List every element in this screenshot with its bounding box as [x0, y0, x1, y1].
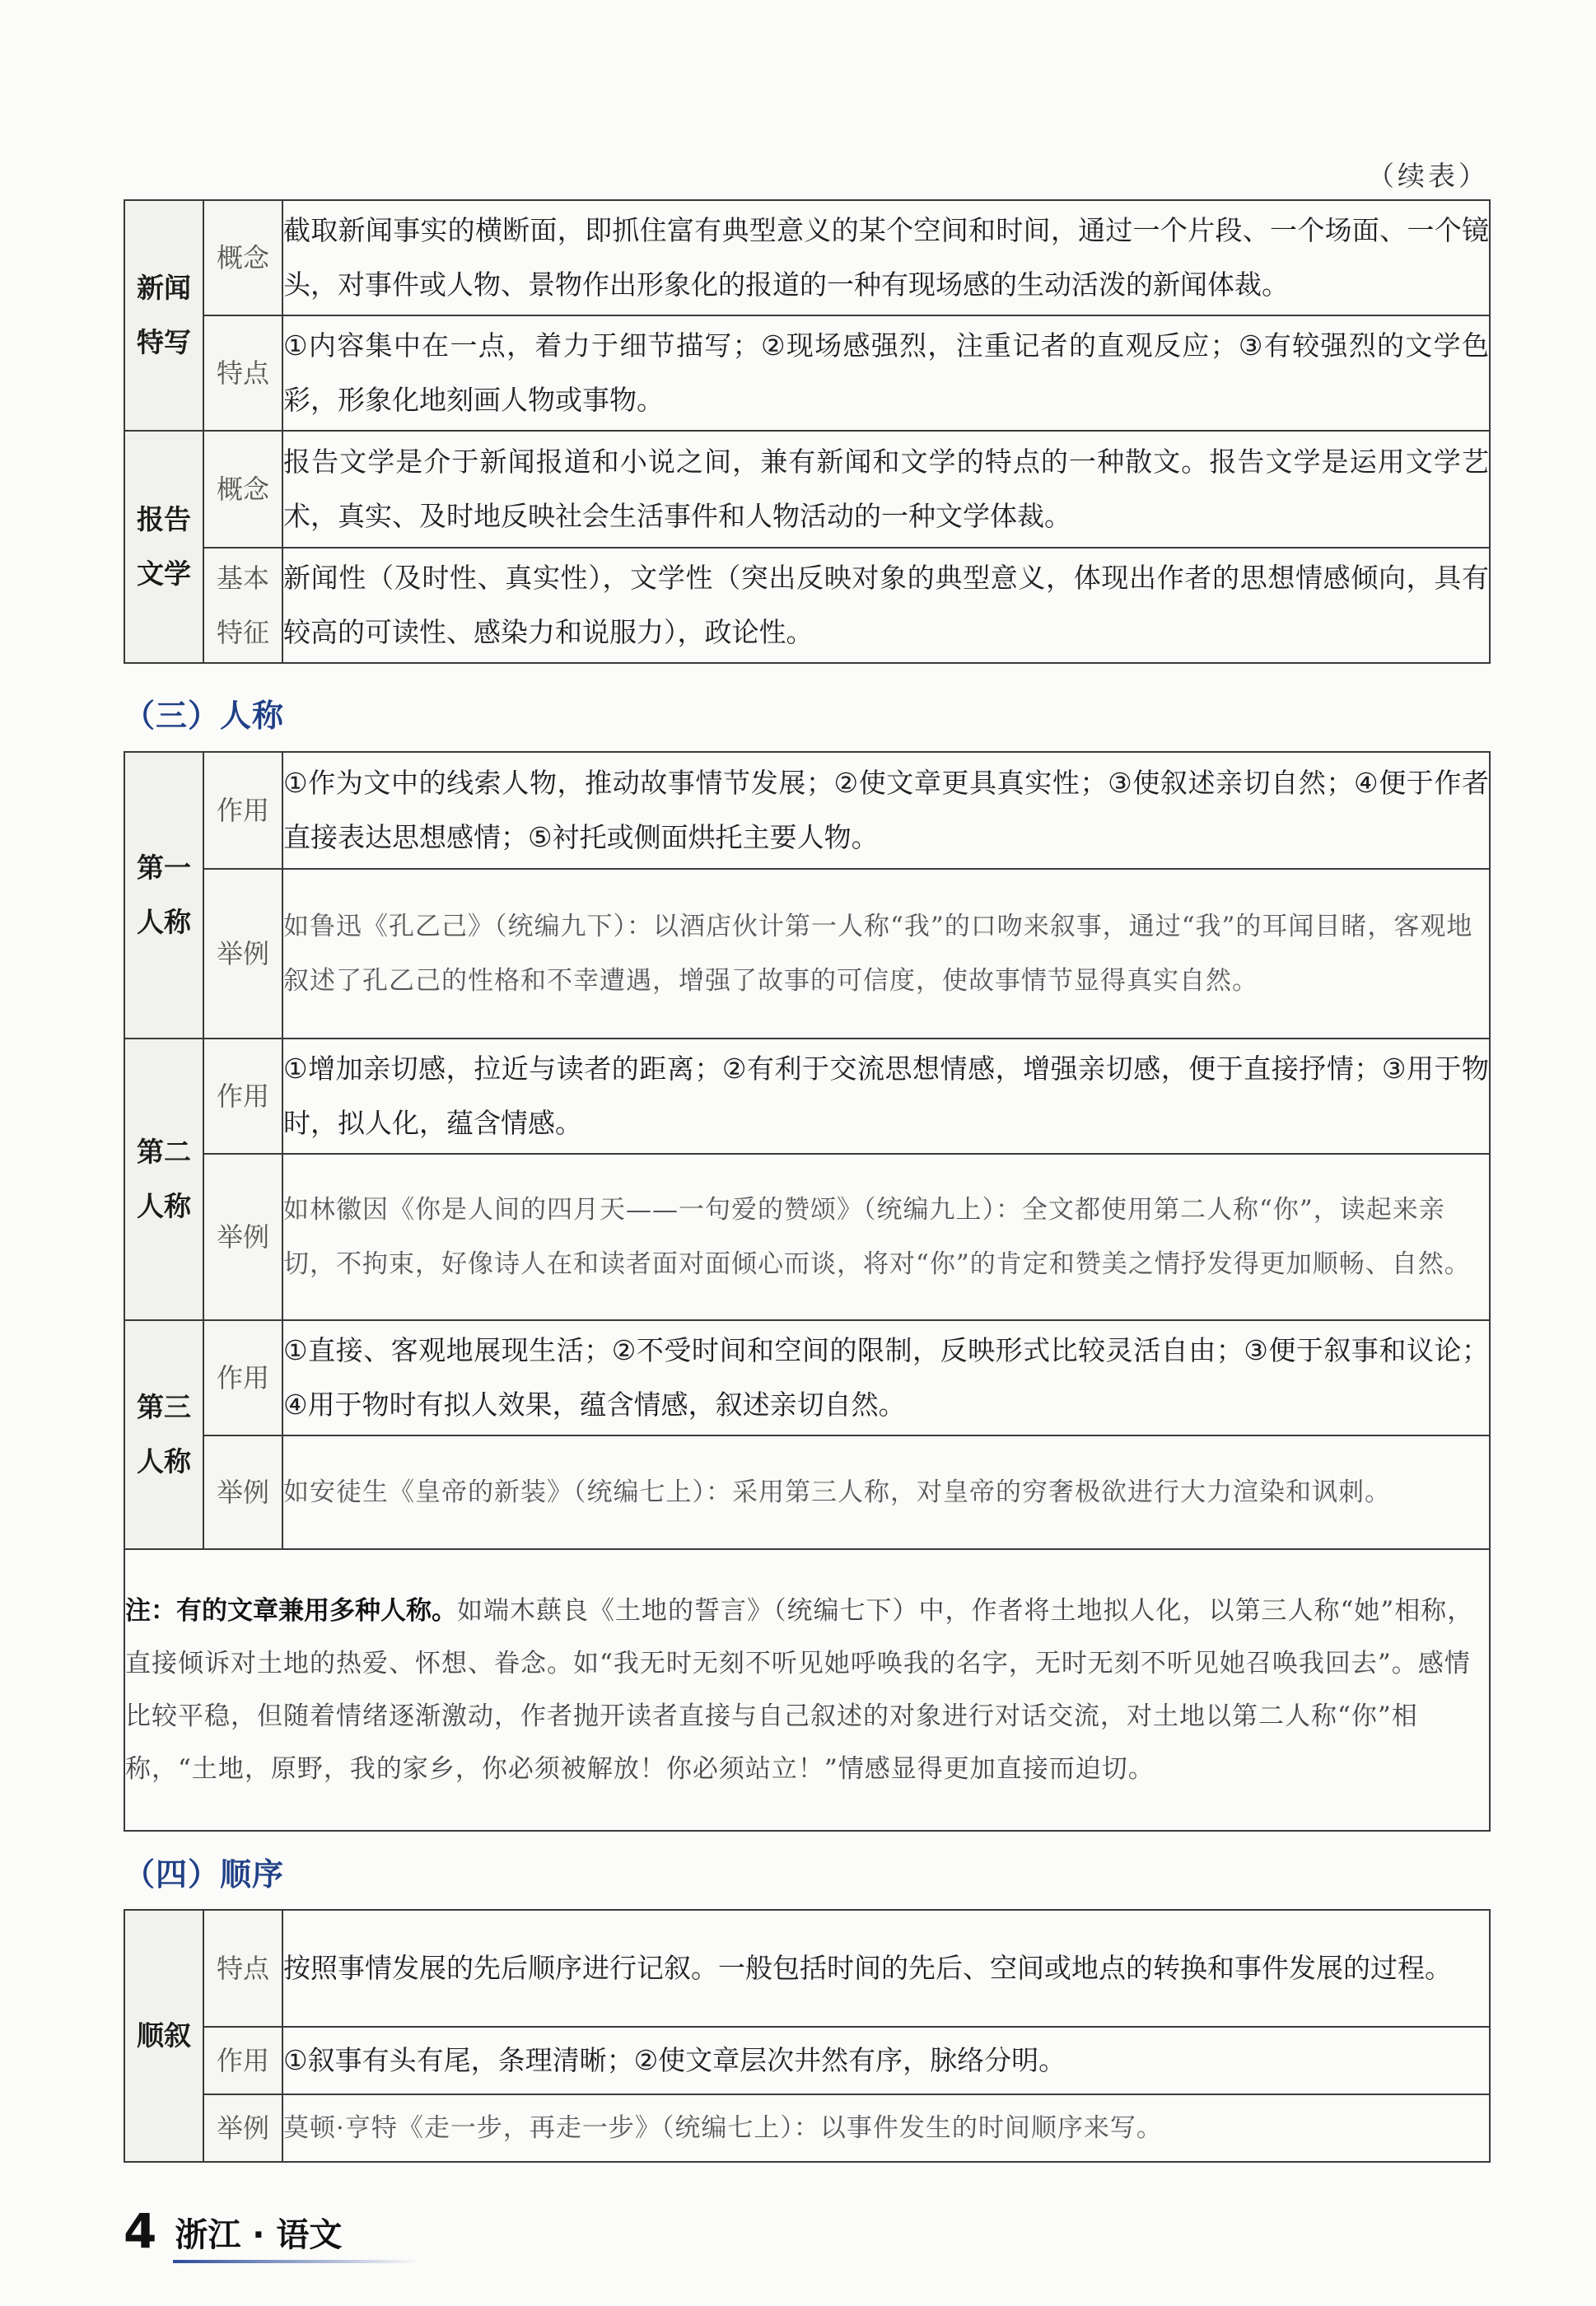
genre-table — [124, 199, 1491, 664]
table-row — [124, 1320, 1490, 1435]
label-use: 作用 — [203, 1320, 282, 1435]
table-row — [124, 2094, 1490, 2162]
footer-underline — [173, 2260, 420, 2263]
label-feature: 特点 — [203, 1910, 282, 2027]
label-use: 作用 — [203, 752, 282, 869]
chronological-use: ①叙事有头有尾，条理清晰；②使文章层次井然有序，脉络分明。 — [282, 2027, 1490, 2094]
label-example: 举例 — [203, 2094, 282, 2162]
table-row — [124, 1435, 1490, 1549]
label-example: 举例 — [203, 1154, 282, 1320]
news-feature-concept: 截取新闻事实的横断面，即抓住富有典型意义的某个空间和时间，通过一个片段、一个场面、一个镜头，对事件或人物、景物作出形象化的报道的一种有现场感的生动活泼的新闻体裁。 — [282, 200, 1490, 315]
table-row — [124, 1039, 1490, 1154]
table-row — [124, 1549, 1490, 1831]
chronological-feature: 按照事情发展的先后顺序进行记叙。一般包括时间的先后、空间或地点的转换和事件发展的过程。 — [282, 1910, 1490, 2027]
reportage-basic-features: 新闻性（及时性、真实性），文学性（突出反映对象的典型意义，体现出作者的思想情感倾向，具有较高的可读性、感染力和说服力），政论性。 — [282, 548, 1490, 663]
category-chronological: 顺叙 — [124, 1910, 203, 2162]
news-feature-features: ①内容集中在一点，着力于细节描写；②现场感强烈，注重记者的直观反应；③有较强烈的文学色彩，形象化地刻画人物或事物。 — [282, 315, 1490, 431]
page-number: 4 — [124, 2203, 157, 2259]
table-row — [124, 548, 1490, 663]
label-example: 举例 — [203, 1435, 282, 1549]
category-third-person: 第三人称 — [124, 1320, 203, 1549]
table-row — [124, 200, 1490, 315]
table-row — [124, 1154, 1490, 1320]
label-use: 作用 — [203, 2027, 282, 2094]
table-row — [124, 315, 1490, 431]
first-person-example: 如鲁迅《孔乙己》（统编九下）：以酒店伙计第一人称“我”的口吻来叙事，通过“我”的耳闻目睹，客观地叙述了孔乙己的性格和不幸遭遇，增强了故事的可信度，使故事情节显得真实自然。 — [282, 869, 1490, 1039]
label-example: 举例 — [203, 869, 282, 1039]
continued-table-label: （续表） — [1367, 160, 1489, 192]
table-row — [124, 1910, 1490, 2027]
third-person-example: 如安徒生《皇帝的新装》（统编七上）：采用第三人称，对皇帝的穷奢极欲进行大力渲染和讽刺。 — [282, 1435, 1490, 1549]
section-heading-person: （三）人称 — [124, 698, 285, 734]
label-features: 特点 — [203, 315, 282, 431]
third-person-use: ①直接、客观地展现生活；②不受时间和空间的限制，反映形式比较灵活自由；③便于叙事和议论；④用于物时有拟人效果，蕴含情感，叙述亲切自然。 — [282, 1320, 1490, 1435]
category-first-person: 第一人称 — [124, 752, 203, 1039]
second-person-example: 如林徽因《你是人间的四月天——一句爱的赞颂》（统编九上）：全文都使用第二人称“你”，读起来亲切，不拘束，好像诗人在和读者面对面倾心而谈，将对“你”的肯定和赞美之情抒发得更加顺畅、自然。 — [282, 1154, 1490, 1320]
person-note-lead: 注：有的文章兼用多种人称。 — [125, 1596, 457, 1626]
label-concept: 概念 — [203, 431, 282, 548]
person-note — [124, 1549, 1490, 1831]
label-basic-features: 基本特征 — [203, 548, 282, 663]
second-person-use: ①增加亲切感，拉近与读者的距离；②有利于交流思想情感，增强亲切感，便于直接抒情；③用于物时，拟人化，蕴含情感。 — [282, 1039, 1490, 1154]
person-table — [124, 751, 1491, 1832]
first-person-use: ①作为文中的线索人物，推动故事情节发展；②使文章更具真实性；③使叙述亲切自然；④便于作者直接表达思想感情；⑤衬托或侧面烘托主要人物。 — [282, 752, 1490, 869]
table-row — [124, 431, 1490, 548]
category-reportage: 报告文学 — [124, 431, 203, 663]
footer-title: 浙江 · 语文 — [175, 2216, 343, 2254]
category-news-feature: 新闻特写 — [124, 200, 203, 431]
reportage-concept: 报告文学是介于新闻报道和小说之间，兼有新闻和文学的特点的一种散文。报告文学是运用文学艺术，真实、及时地反映社会生活事件和人物活动的一种文学体裁。 — [282, 431, 1490, 548]
order-table — [124, 1909, 1491, 2163]
table-row — [124, 752, 1490, 869]
person-note-text: 如端木蕻良《土地的誓言》（统编七下）中，作者将土地拟人化，以第三人称“她”相称，直接倾诉对土地的热爱、怀想、眷念。如“我无时无刻不听见她呼唤我的名字，无时无刻不听见她召唤我回去”。感情比较平稳，但随着情绪逐渐激动，作者抛开读者直接与自己叙述的对象进行对话交流，对土地以第二人称“你”相称，“土地，原野，我的家乡，你必须被解放！你必须站立！”情感显得更加直接而迫切。 — [125, 1596, 1474, 1784]
page-footer — [124, 2203, 343, 2259]
chronological-example: 莫顿·亨特《走一步，再走一步》（统编七上）：以事件发生的时间顺序来写。 — [282, 2094, 1490, 2162]
category-second-person: 第二人称 — [124, 1039, 203, 1320]
label-concept: 概念 — [203, 200, 282, 315]
table-row — [124, 869, 1490, 1039]
label-use: 作用 — [203, 1039, 282, 1154]
section-heading-order: （四）顺序 — [124, 1856, 285, 1893]
table-row — [124, 2027, 1490, 2094]
